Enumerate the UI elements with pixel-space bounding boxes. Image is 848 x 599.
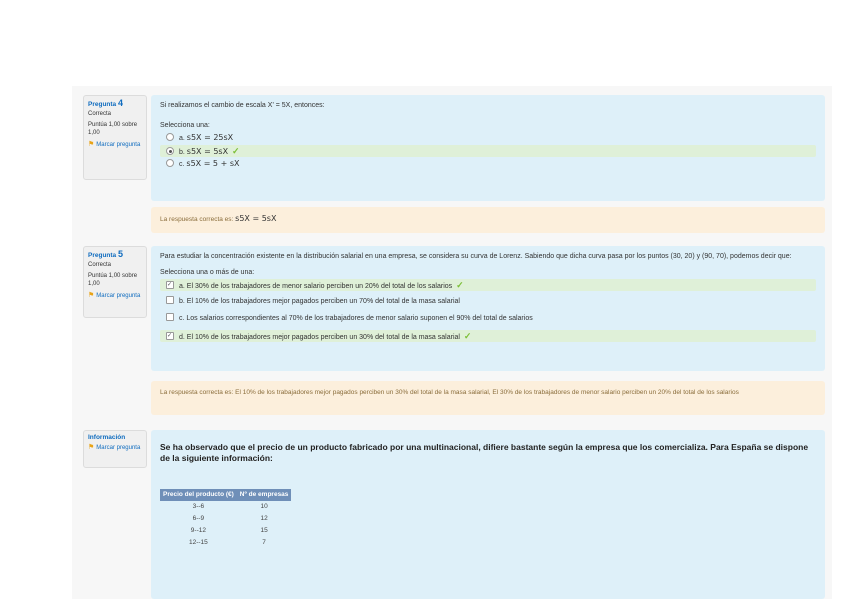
table-cell: 3--6 — [192, 503, 205, 510]
question-number-value: 4 — [117, 98, 123, 108]
option-text: b. El 10% de los trabajadores mejor pagados perciben un 70% del total de la masa salarial — [179, 298, 460, 305]
information-info — [83, 430, 147, 468]
question-number — [88, 250, 142, 260]
table-header-count: Nº de empresas — [237, 489, 292, 501]
question-number — [88, 99, 142, 109]
feedback-answer: s5X = 5sX — [235, 214, 277, 223]
information-label: Información — [88, 434, 126, 441]
flag-icon: ⚑ — [88, 292, 95, 299]
option-letter: c. — [179, 161, 185, 168]
flag-label: Marcar pregunta — [96, 142, 141, 148]
flag-icon: ⚑ — [88, 444, 95, 451]
radio-button[interactable] — [166, 133, 174, 141]
correct-check-icon: ✓ — [463, 331, 472, 341]
correct-check-icon: ✓ — [456, 280, 464, 290]
option-text: s5X = 25sX — [186, 133, 234, 142]
checkbox[interactable] — [166, 296, 174, 304]
answer-option-b[interactable] — [160, 145, 816, 157]
radio-button-selected[interactable] — [166, 147, 174, 155]
question-state: Correcta — [88, 111, 112, 117]
question-grade: Puntúa 1,00 sobre 1,00 — [88, 122, 138, 136]
flag-question-link[interactable] — [88, 444, 142, 452]
table-header-price: Precio del producto (€) — [160, 489, 237, 501]
information-formulation — [151, 430, 825, 599]
radio-button[interactable] — [166, 159, 174, 167]
flag-question-link[interactable] — [88, 292, 142, 300]
table-cell: 12 — [260, 515, 268, 522]
question-state: Correcta — [88, 262, 112, 268]
question-text-content: Si realizamos el cambio de escala X' = 5X, entonces: — [160, 102, 325, 109]
question-formulation-q4 — [151, 95, 825, 201]
question-text: Para estudiar la concentración existente en la distribución salarial en una empresa, se considera su curva de Lorenz. Sabiendo que dicha curva pasa por los puntos (30, 20) y (90, 70), podemos decir que: — [160, 253, 792, 260]
option-text: c. Los salarios correspondientes al 70% de los trabajadores de menor salario suponen el 90% del total de salarios — [179, 315, 533, 322]
table-cell: 12--15 — [189, 539, 208, 546]
question-formulation-q5 — [151, 246, 825, 371]
flag-question-link[interactable] — [88, 141, 142, 149]
table-header-row — [160, 489, 291, 501]
table-row — [160, 513, 291, 525]
question-info-q5 — [83, 246, 147, 318]
question-number-value: 5 — [117, 249, 123, 259]
answer-option-d[interactable] — [160, 330, 816, 342]
answer-option-a[interactable] — [160, 279, 816, 291]
flag-icon: ⚑ — [88, 141, 95, 148]
option-text: s5X = 5sX — [186, 147, 229, 156]
table-row — [160, 537, 291, 549]
answer-option-c[interactable] — [160, 158, 816, 170]
option-text: a. El 30% de los trabajadores de menor salario perciben un 20% del total de los salarios — [179, 283, 453, 290]
option-text: d. El 10% de los trabajadores mejor pagados perciben un 30% del total de la masa salarial — [179, 334, 460, 341]
answer-prompt: Selecciona una o más de una: — [160, 269, 255, 276]
option-text: s5X = 5 + sX — [186, 159, 240, 168]
table-cell: 6--9 — [192, 515, 205, 522]
answer-option-a[interactable] — [160, 132, 816, 144]
table-cell: 9--12 — [190, 527, 206, 534]
table-row — [160, 501, 291, 513]
checkbox-checked[interactable] — [166, 332, 174, 340]
checkbox[interactable] — [166, 313, 174, 321]
option-letter: a. — [179, 135, 185, 142]
question-info-q4 — [83, 95, 147, 180]
option-letter: b. — [179, 149, 185, 156]
answer-option-c[interactable] — [160, 313, 816, 325]
question-label: Pregunta — [88, 101, 117, 108]
information-text: Se ha observado que el precio de un producto fabricado por una multinacional, difiere bastante según la empresa que los comercializa. Para España se dispone de la siguiente información: — [160, 442, 809, 463]
question-grade: Puntúa 1,00 sobre 1,00 — [88, 273, 138, 287]
flag-label: Marcar pregunta — [96, 445, 141, 451]
question-feedback-q5 — [151, 381, 825, 415]
feedback-prefix: La respuesta correcta es: — [160, 216, 234, 223]
question-feedback-q4 — [151, 207, 825, 233]
table-cell: 15 — [260, 527, 268, 534]
quiz-review-page — [72, 86, 832, 599]
table-cell: 7 — [262, 539, 266, 546]
answer-prompt: Selecciona una: — [160, 122, 210, 129]
checkbox-checked[interactable] — [166, 281, 174, 289]
flag-label: Marcar pregunta — [96, 293, 141, 299]
question-label: Pregunta — [88, 252, 117, 259]
data-table — [160, 489, 291, 549]
table-cell: 10 — [260, 503, 268, 510]
answer-option-b[interactable] — [160, 296, 816, 308]
correct-check-icon: ✓ — [232, 146, 240, 156]
table-row — [160, 525, 291, 537]
feedback-text: La respuesta correcta es: El 10% de los trabajadores mejor pagados perciben un 30% del total de la masa salarial, El 30% de los trabajadores de menor salario perciben un 20% del total de los salarios — [160, 389, 739, 396]
question-text — [160, 101, 816, 111]
